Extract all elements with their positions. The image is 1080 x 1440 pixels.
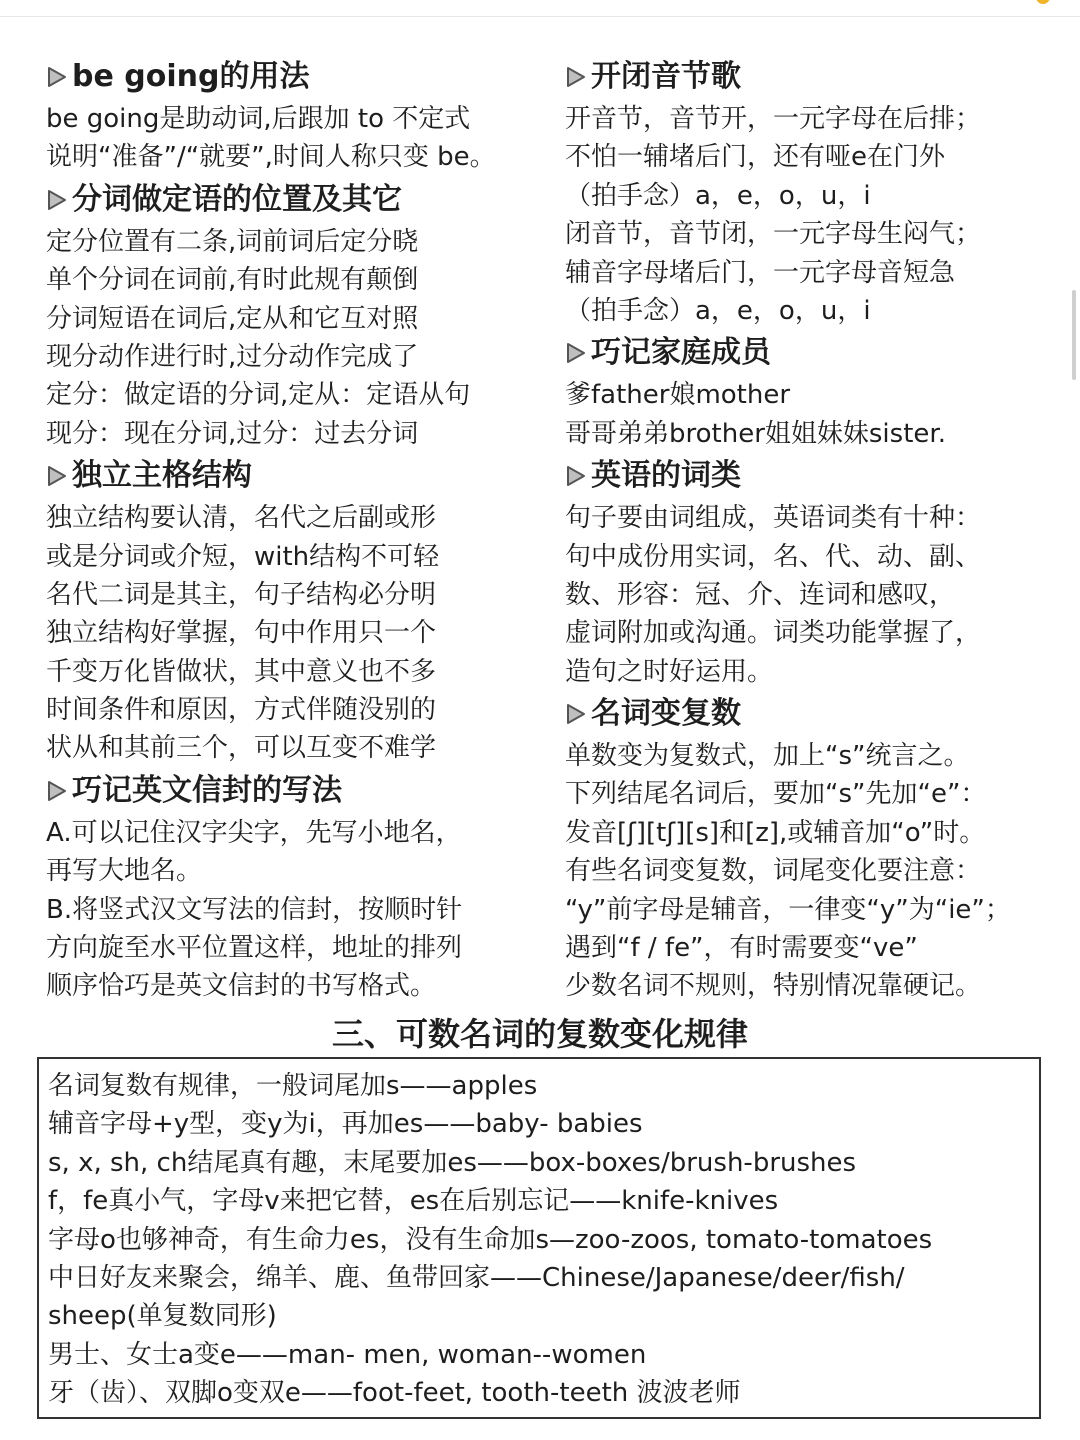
text-line: 虚词附加或沟通。词类功能掌握了， xyxy=(565,618,982,649)
section-title xyxy=(46,54,546,100)
section xyxy=(46,54,546,177)
text-line: 句中成份用实词，名、代、动、副、 xyxy=(565,541,982,572)
text-line: 闭音节，音节闭，一元字母生闷气； xyxy=(565,219,982,250)
text-line: 状从和其前三个，可以互变不难学 xyxy=(46,733,437,764)
section-lines xyxy=(565,376,1065,453)
section xyxy=(565,330,1065,453)
text-line: 发音[ʃ][tʃ][s]和[z],或辅音加“o”时。 xyxy=(565,817,986,848)
text-line: 名代二词是其主，句子结构必分明 xyxy=(46,579,437,610)
section-title-text: 名词变复数 xyxy=(591,696,741,732)
text-line: 爹father娘mother xyxy=(565,380,791,411)
section-title-text: be going的用法 xyxy=(72,59,310,94)
play-triangle-icon xyxy=(565,340,587,366)
play-triangle-icon xyxy=(46,187,68,213)
section xyxy=(565,54,1065,330)
rule-line: 名词复数有规律，一般词尾加s——apples xyxy=(48,1071,538,1101)
rule-line: s, x, sh, ch结尾真有趣，末尾要加es——box-boxes/brush-brushes xyxy=(48,1147,857,1178)
section-title xyxy=(565,330,1065,376)
left-column xyxy=(46,54,546,1006)
text-line: A.可以记住汉字尖字，先写小地名， xyxy=(46,817,462,848)
section-title xyxy=(565,453,1065,499)
section-title-text: 独立主格结构 xyxy=(72,458,252,494)
section-lines xyxy=(46,223,546,453)
play-triangle-icon xyxy=(565,64,587,90)
text-line: 独立结构要认清，名代之后副或形 xyxy=(46,503,437,534)
section xyxy=(46,768,546,1006)
section-title-text: 英语的词类 xyxy=(591,458,741,494)
play-triangle-icon xyxy=(565,463,587,489)
plural-rules-list xyxy=(48,1067,1039,1413)
rule-line: f，fe真小气，字母v来把它替，es在后别忘记——knife-knives xyxy=(48,1186,779,1217)
section-lines xyxy=(46,814,546,1006)
play-triangle-icon xyxy=(46,463,68,489)
text-line: 句子要由词组成，英语词类有十种： xyxy=(565,503,982,534)
text-line: 说明“准备”/“就要”,时间人称只变 be。 xyxy=(46,142,496,173)
section xyxy=(46,177,546,453)
text-line: “y”前字母是辅音，一律变“y”为“ie”； xyxy=(565,894,1011,925)
text-line: 定分：做定语的分词,定从：定语从句 xyxy=(46,380,471,411)
text-line: 现分：现在分词,过分：过去分词 xyxy=(46,418,419,449)
section-title xyxy=(46,768,546,814)
text-line: 单个分词在词前,有时此规有颠倒 xyxy=(46,265,419,296)
text-line: 开音节，音节开，一元字母在后排； xyxy=(565,104,982,134)
plural-rules-box xyxy=(37,1057,1041,1419)
text-line: 有些名词变复数，词尾变化要注意： xyxy=(565,856,982,887)
section-title xyxy=(46,453,546,499)
section xyxy=(565,453,1065,691)
text-line: （拍手念）a，e，o，u，i xyxy=(565,295,871,326)
section xyxy=(565,691,1065,1006)
text-line: 时间条件和原因，方式伴随没别的 xyxy=(46,695,437,726)
section-title-text: 巧记家庭成员 xyxy=(591,335,771,371)
text-line: 数、形容：冠、介、连词和感叹， xyxy=(565,579,956,610)
top-divider xyxy=(0,16,1080,17)
text-line: B.将竖式汉文写法的信封，按顺时针 xyxy=(46,894,463,925)
section-lines xyxy=(46,499,546,768)
text-line: 不怕一辅堵后门，还有哑e在门外 xyxy=(565,142,945,173)
text-line: 少数名词不规则，特别情况靠硬记。 xyxy=(565,971,982,1002)
top-corner-mark xyxy=(1036,0,1050,4)
text-line: be going是助动词,后跟加 to 不定式 xyxy=(46,104,471,134)
rule-line: 中日好友来聚会，绵羊、鹿、鱼带回家——Chinese/Japanese/deer/fish/ xyxy=(48,1262,905,1293)
section-lines xyxy=(46,100,546,177)
text-line: 千变万化皆做状，其中意义也不多 xyxy=(46,656,437,687)
section xyxy=(46,453,546,768)
section-title-text: 开闭音节歌 xyxy=(591,59,741,94)
text-line: 现分动作进行时,过分动作完成了 xyxy=(46,341,419,372)
section-title xyxy=(565,54,1065,100)
section-title-text: 分词做定语的位置及其它 xyxy=(72,181,402,217)
text-line: 方向旋至水平位置这样，地址的排列 xyxy=(46,933,463,964)
section-title xyxy=(46,177,546,223)
text-line: 遇到“f / fe”，有时需要变“ve” xyxy=(565,933,918,964)
text-line: 哥哥弟弟brother姐姐妹妹sister. xyxy=(565,418,946,449)
rule-line: 辅音字母+y型，变y为i，再加es——baby- babies xyxy=(48,1109,643,1140)
rule-line: sheep(单复数同形) xyxy=(48,1301,277,1332)
rule-line: 男士、女士a变e——man- men, woman--women xyxy=(48,1339,647,1370)
text-line: 分词短语在词后,定从和它互对照 xyxy=(46,303,419,334)
section-title xyxy=(565,691,1065,737)
text-line: 下列结尾名词后，要加“s”先加“e”： xyxy=(565,779,987,810)
play-triangle-icon xyxy=(46,64,68,90)
plural-rules-heading: 三、可数名词的复数变化规律 xyxy=(331,1015,748,1053)
text-line: 造句之时好运用。 xyxy=(565,656,774,687)
text-line: 或是分词或介短，with结构不可轻 xyxy=(46,541,440,572)
rule-line: 牙（齿）、双脚o变双e——foot-feet, tooth-teeth 波波老师 xyxy=(48,1378,741,1409)
section-lines xyxy=(565,100,1065,330)
scrollbar-thumb[interactable] xyxy=(1072,290,1076,380)
text-line: （拍手念）a，e，o，u，i xyxy=(565,180,871,211)
rule-line: 字母o也够神奇，有生命力es，没有生命加s—zoo-zoos, tomato-tomatoes xyxy=(48,1224,933,1255)
play-triangle-icon xyxy=(46,778,68,804)
text-line: 单数变为复数式，加上“s”统言之。 xyxy=(565,741,970,772)
text-line: 顺序恰巧是英文信封的书写格式。 xyxy=(46,971,437,1002)
text-line: 辅音字母堵后门，一元字母音短急 xyxy=(565,257,956,288)
section-title-text: 巧记英文信封的写法 xyxy=(72,772,342,808)
play-triangle-icon xyxy=(565,701,587,727)
section-lines xyxy=(565,499,1065,691)
text-line: 再写大地名。 xyxy=(46,856,203,887)
right-column xyxy=(565,54,1065,1006)
text-line: 独立结构好掌握，句中作用只一个 xyxy=(46,618,437,649)
section-lines xyxy=(565,737,1065,1006)
text-line: 定分位置有二条,词前词后定分晓 xyxy=(46,226,419,257)
